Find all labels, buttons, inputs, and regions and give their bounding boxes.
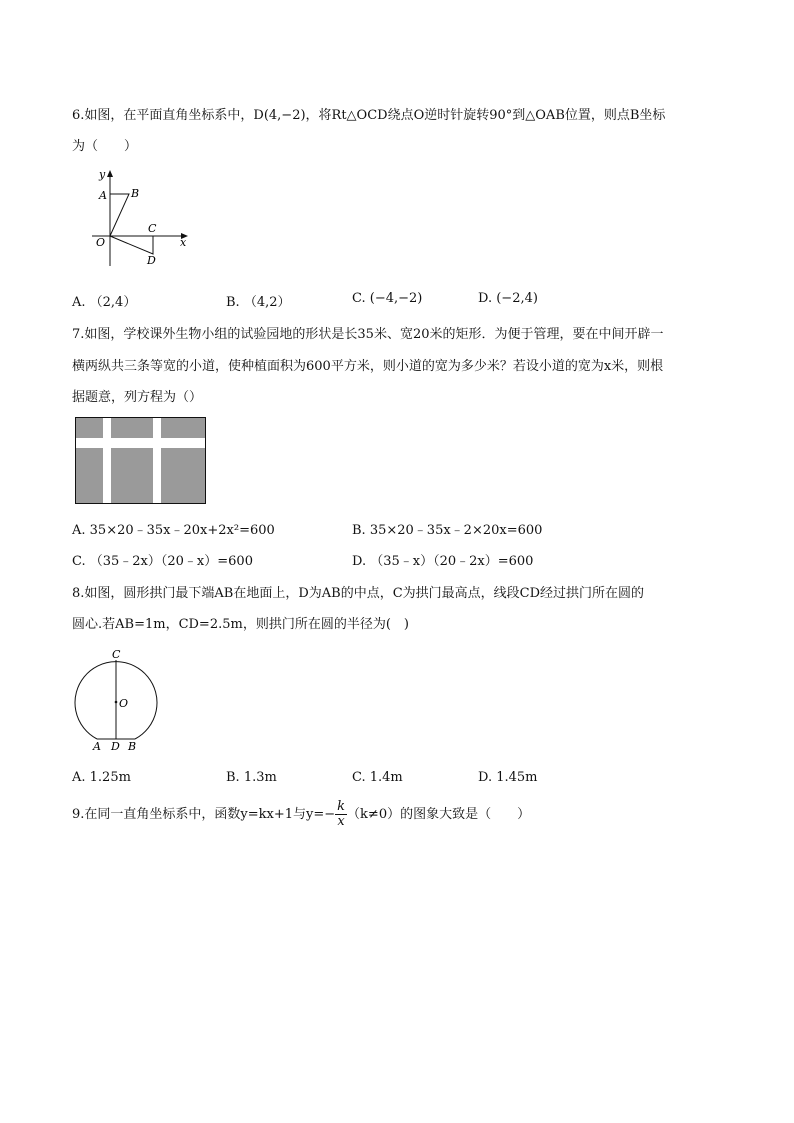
q9-fraction-numerator: k <box>337 799 346 814</box>
q8-text-line1: 8.如图，圆形拱门最下端AB在地面上，D为AB的中点，C为拱门最高点，线段CD经过拱门所在圆的 <box>72 586 645 601</box>
q7-option-c: C. （35﹣2x）（20﹣x）=600 <box>72 554 253 569</box>
q7-text-line1: 7.如图，学校课外生物小组的试验园地的形状是长35米、宽20米的矩形．为便于管理，要在中间开辟一 <box>72 327 664 342</box>
q8-fig-label-O: O <box>119 697 129 710</box>
q6-fig-label-x: x <box>180 236 187 249</box>
q6-text-line2: 为（ ） <box>72 139 138 154</box>
q6-text-line1: 6.如图，在平面直角坐标系中，D(4,−2)，将Rt△OCD绕点O逆时针旋转90°到△OAB位置，则点B坐标 <box>72 108 666 123</box>
q7-text-line3: 据题意，列方程为（） <box>72 390 203 405</box>
q9-fraction <box>335 800 347 829</box>
q6-option-d: D. (−2,4) <box>478 291 538 306</box>
q7-option-d: D. （35﹣x）（20﹣2x）=600 <box>352 554 534 569</box>
q8-option-b: B. 1.3m <box>226 770 277 785</box>
q9-fraction-denominator: x <box>337 814 345 829</box>
q6-option-a: A. （2,4） <box>72 295 137 310</box>
q8-text-line2: 圆心.若AB=1m，CD=2.5m，则拱门所在圆的半径为( ) <box>72 617 409 632</box>
q6-fig-label-A: A <box>99 189 107 202</box>
q7-option-b: B. 35×20﹣35x﹣2×20x=600 <box>352 523 543 538</box>
q8-fig-label-B: B <box>128 740 137 753</box>
q6-figure <box>88 166 198 270</box>
q6-fig-label-C: C <box>148 222 157 235</box>
q8-fig-label-A: A <box>93 740 101 753</box>
q8-option-d: D. 1.45m <box>478 770 538 785</box>
q9-text <box>72 800 530 829</box>
q8-fig-label-C: C <box>112 648 121 661</box>
q7-option-a: A. 35×20﹣35x﹣20x+2x²=600 <box>72 523 275 538</box>
q6-fig-label-D: D <box>147 254 156 267</box>
q8-figure <box>66 644 166 754</box>
q8-option-c: C. 1.4m <box>352 770 403 785</box>
q7-text-line2: 横两纵共三条等宽的小道，使种植面积为600平方米，则小道的宽为多少米？若设小道的宽为x米，则根 <box>72 359 664 374</box>
q6-fig-label-B: B <box>131 187 140 200</box>
q6-fig-label-O: O <box>96 236 106 249</box>
q9-text-suffix: （k≠0）的图象大致是（ ） <box>347 807 531 822</box>
q9-text-prefix: 9.在同一直角坐标系中，函数y=kx+1与y=− <box>72 807 336 822</box>
q6-option-b: B. （4,2） <box>226 295 291 310</box>
q8-fig-label-D: D <box>111 740 120 753</box>
q8-option-a: A. 1.25m <box>72 770 131 785</box>
q6-fig-label-y: y <box>99 168 106 181</box>
q6-option-c: C. (−4,−2) <box>352 291 423 306</box>
q7-figure <box>75 417 207 505</box>
